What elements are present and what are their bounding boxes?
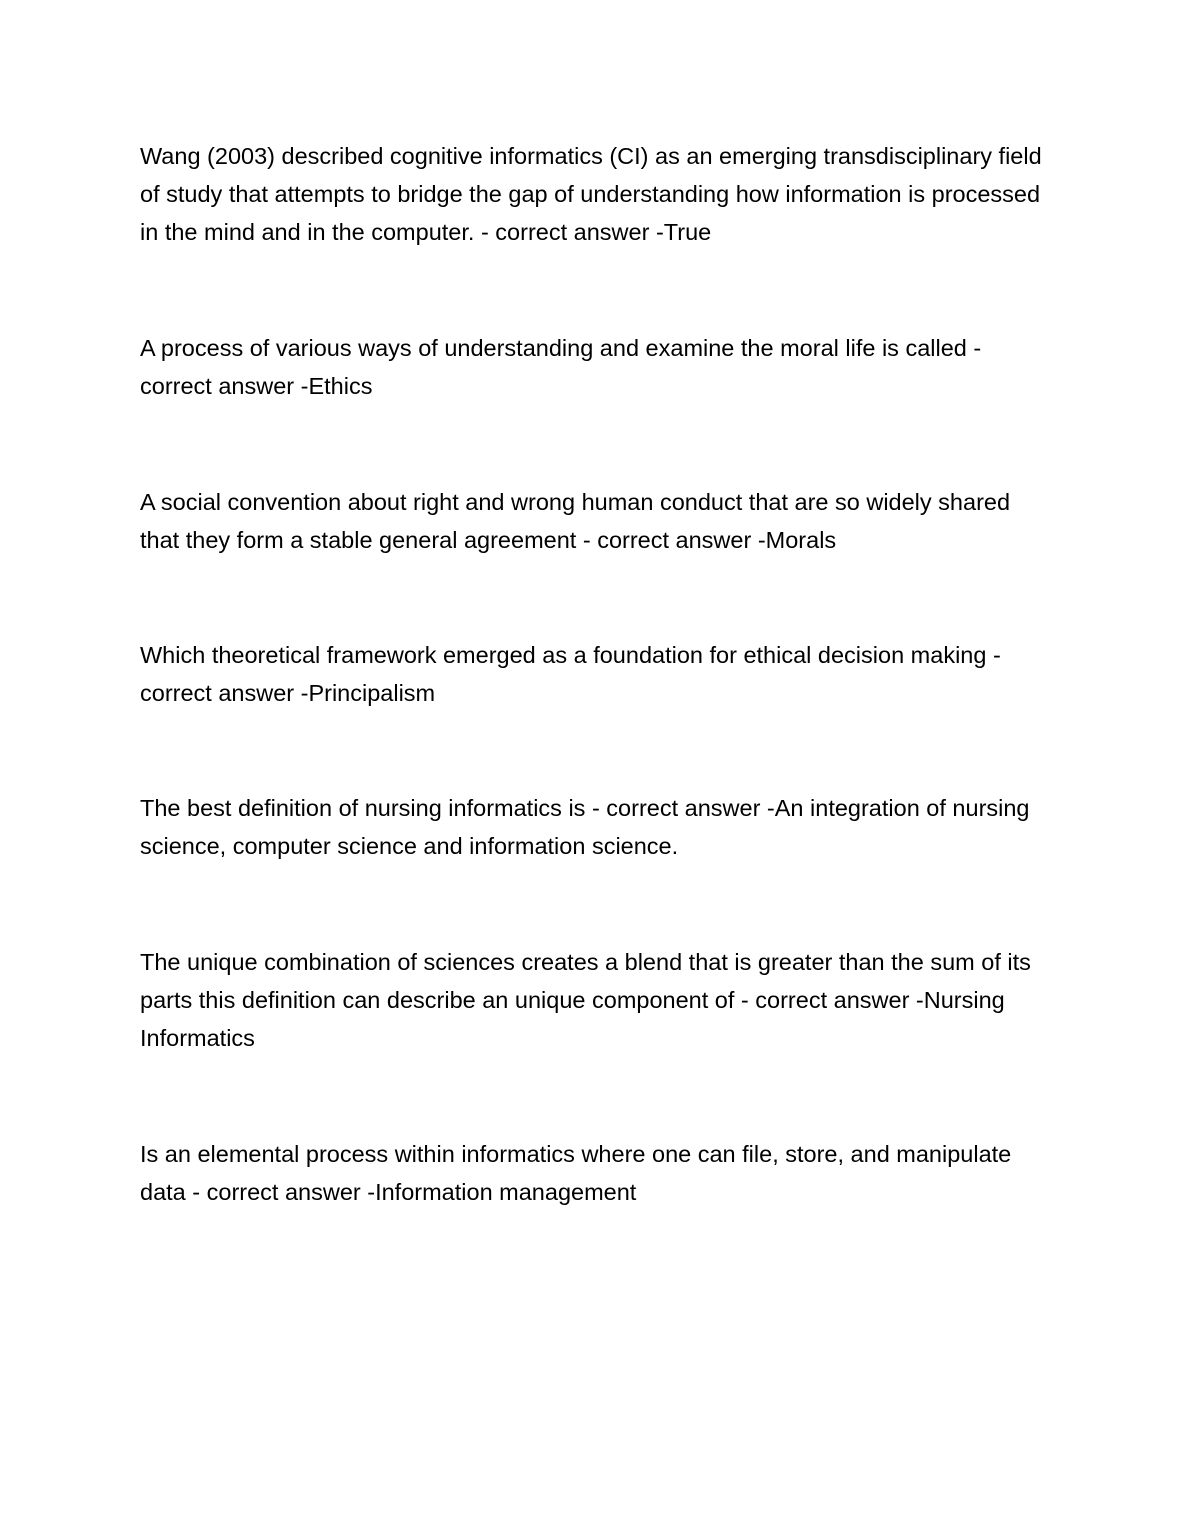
question-answer-7: Is an elemental process within informatics where one can file, store, and manipulate data - correct answer -Information management — [140, 1141, 1012, 1206]
question-answer-2: A process of various ways of understanding and examine the moral life is called - correct answer -Ethics — [140, 335, 982, 400]
question-answer-3: A social convention about right and wrong human conduct that are so widely shared that they form a stable general agreement - correct answer -Morals — [140, 489, 1011, 554]
question-answer-5: The best definition of nursing informatics is - correct answer -An integration of nursing science, computer science and information science. — [140, 795, 1030, 860]
question-answer-4: Which theoretical framework emerged as a foundation for ethical decision making - correct answer -Principalism — [140, 642, 1001, 707]
question-answer-6: The unique combination of sciences creates a blend that is greater than the sum of its parts this definition can describe an unique component of - correct answer -Nursing Informatics — [140, 949, 1031, 1052]
question-answer-1: Wang (2003) described cognitive informatics (CI) as an emerging transdisciplinary field of study that attempts to bridge the gap of understanding how information is processed in the mind and in the computer. - correct answer -True — [140, 143, 1042, 246]
